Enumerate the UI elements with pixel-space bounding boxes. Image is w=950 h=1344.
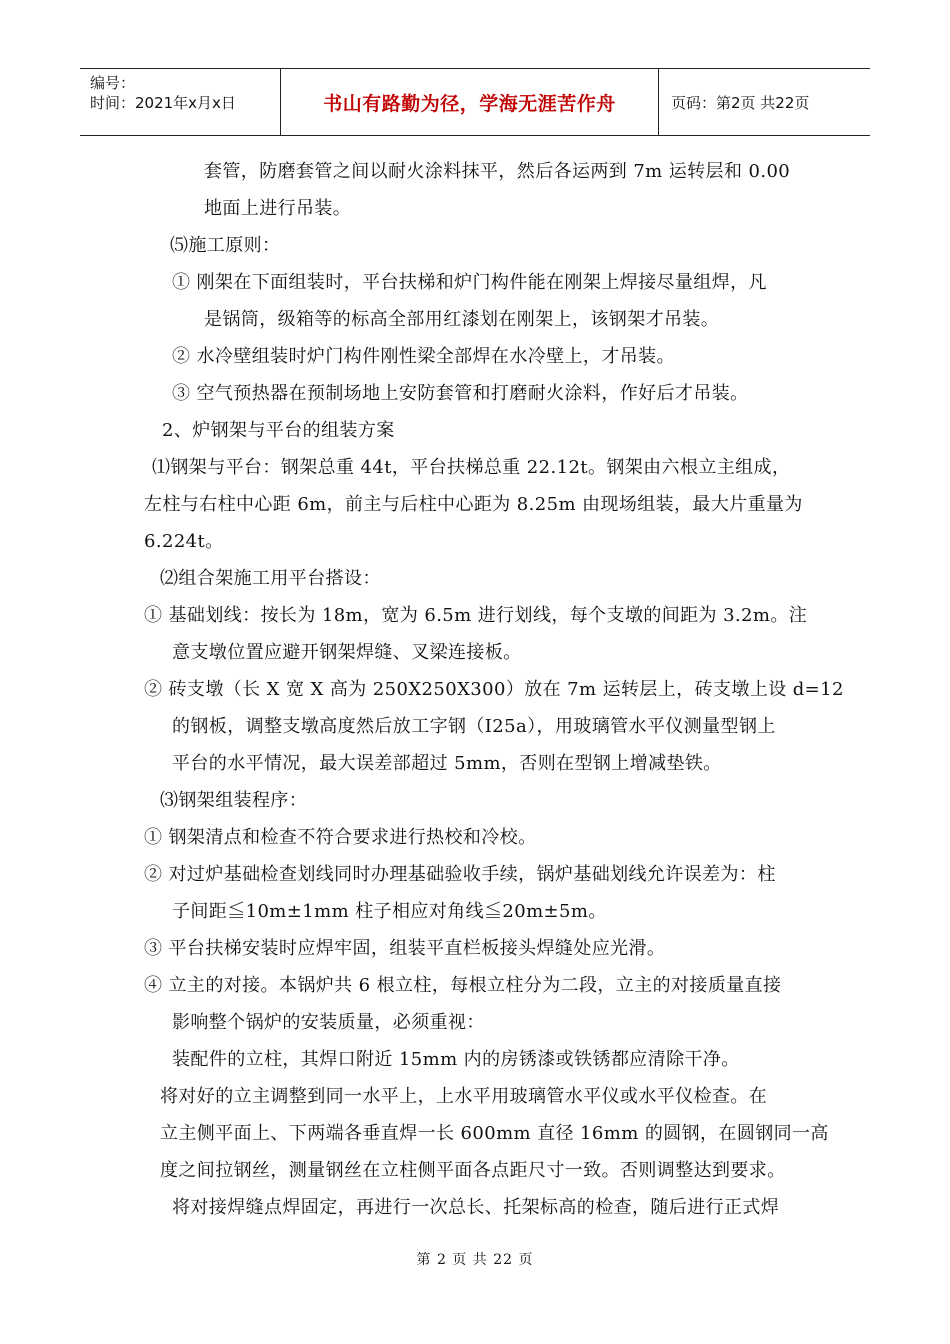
section-heading: ⑵组合架施工用平台搭设： [160,568,381,589]
body-line: 左柱与右柱中心距 6m，前主与后柱中心距为 8.25m 由现场组装，最大片重量为 [144,494,803,515]
body-line: 地面上进行吊装。 [204,198,352,219]
document-number-label: 编号： [90,74,136,92]
header-motto: 书山有路勤为径，学海无涯苦作舟 [281,69,659,135]
section-heading: 2、炉钢架与平台的组装方案 [162,420,395,441]
list-item: ④ 立主的对接。本锅炉共 6 根立柱，每根立柱分为二段，立主的对接质量直接 [144,975,782,996]
list-item: ① 刚架在下面组装时，平台扶梯和炉门构件能在刚架上焊接尽量组焊，凡 [172,272,767,293]
page-header [80,68,870,136]
body-line: 的钢板，调整支墩高度然后放工字钢（I25a），用玻璃管水平仪测量型钢上 [172,716,776,737]
body-line: 立主侧平面上、下两端各垂直焊一长 600mm 直径 16mm 的圆钢，在圆钢同一高 [160,1123,829,1144]
list-item: ① 钢架清点和检查不符合要求进行热校和冷校。 [144,827,537,848]
body-line: ⑴钢架与平台：钢架总重 44t，平台扶梯总重 22.12t。钢架由六根立主组成， [152,457,791,478]
list-item: ① 基础划线：按长为 18m，宽为 6.5m 进行划线，每个支墩的间距为 3.2m。注 [144,605,808,626]
list-item: ③ 平台扶梯安装时应焊牢固，组装平直栏板接头焊缝处应光滑。 [144,938,666,959]
body-line: 影响整个锅炉的安装质量，必须重视： [172,1012,485,1033]
header-meta [80,69,281,135]
body-line: 意支墩位置应避开钢架焊缝、叉梁连接板。 [172,642,522,663]
list-item: ② 水冷壁组装时炉门构件刚性梁全部焊在水冷壁上，才吊装。 [172,346,675,367]
list-item: ② 对过炉基础检查划线同时办理基础验收手续，锅炉基础划线允许误差为：柱 [144,864,776,885]
page-footer: 第 2 页 共 22 页 [416,1252,534,1268]
header-page-info: 页码：第2页 共22页 [671,93,810,112]
body-line: 将对接焊缝点焊固定，再进行一次总长、托架标高的检查，随后进行正式焊 [172,1197,780,1218]
body-line: 度之间拉钢丝，测量钢丝在立柱侧平面各点距尺寸一致。否则调整达到要求。 [160,1160,786,1181]
body-line: 是锅筒，级箱等的标高全部用红漆划在刚架上，该钢架才吊装。 [204,309,720,330]
body-line: 6.224t。 [144,531,224,552]
body-line: 平台的水平情况，最大误差部超过 5mm，否则在型钢上增减垫铁。 [172,753,722,774]
body-line: 子间距≦10m±1mm 柱子相应对角线≦20m±5m。 [172,901,607,922]
body-line: 装配件的立柱，其焊口附近 15mm 内的房锈漆或铁锈都应清除干净。 [172,1049,740,1070]
list-item: ② 砖支墩（长 X 宽 X 高为 250X250X300）放在 7m 运转层上，砖支墩上设 d=12 [144,679,844,700]
body-line: 将对好的立主调整到同一水平上，上水平用玻璃管水平仪或水平仪检查。在 [160,1086,768,1107]
body-line: 套管，防磨套管之间以耐火涂料抹平，然后各运两到 7m 运转层和 0.00 [204,161,791,182]
section-heading: ⑸施工原则： [170,235,281,256]
list-item: ③ 空气预热器在预制场地上安防套管和打磨耐火涂料，作好后才吊装。 [172,383,749,404]
section-heading: ⑶钢架组装程序： [160,790,308,811]
document-time-label: 时间：2021年x月x日 [90,94,236,112]
